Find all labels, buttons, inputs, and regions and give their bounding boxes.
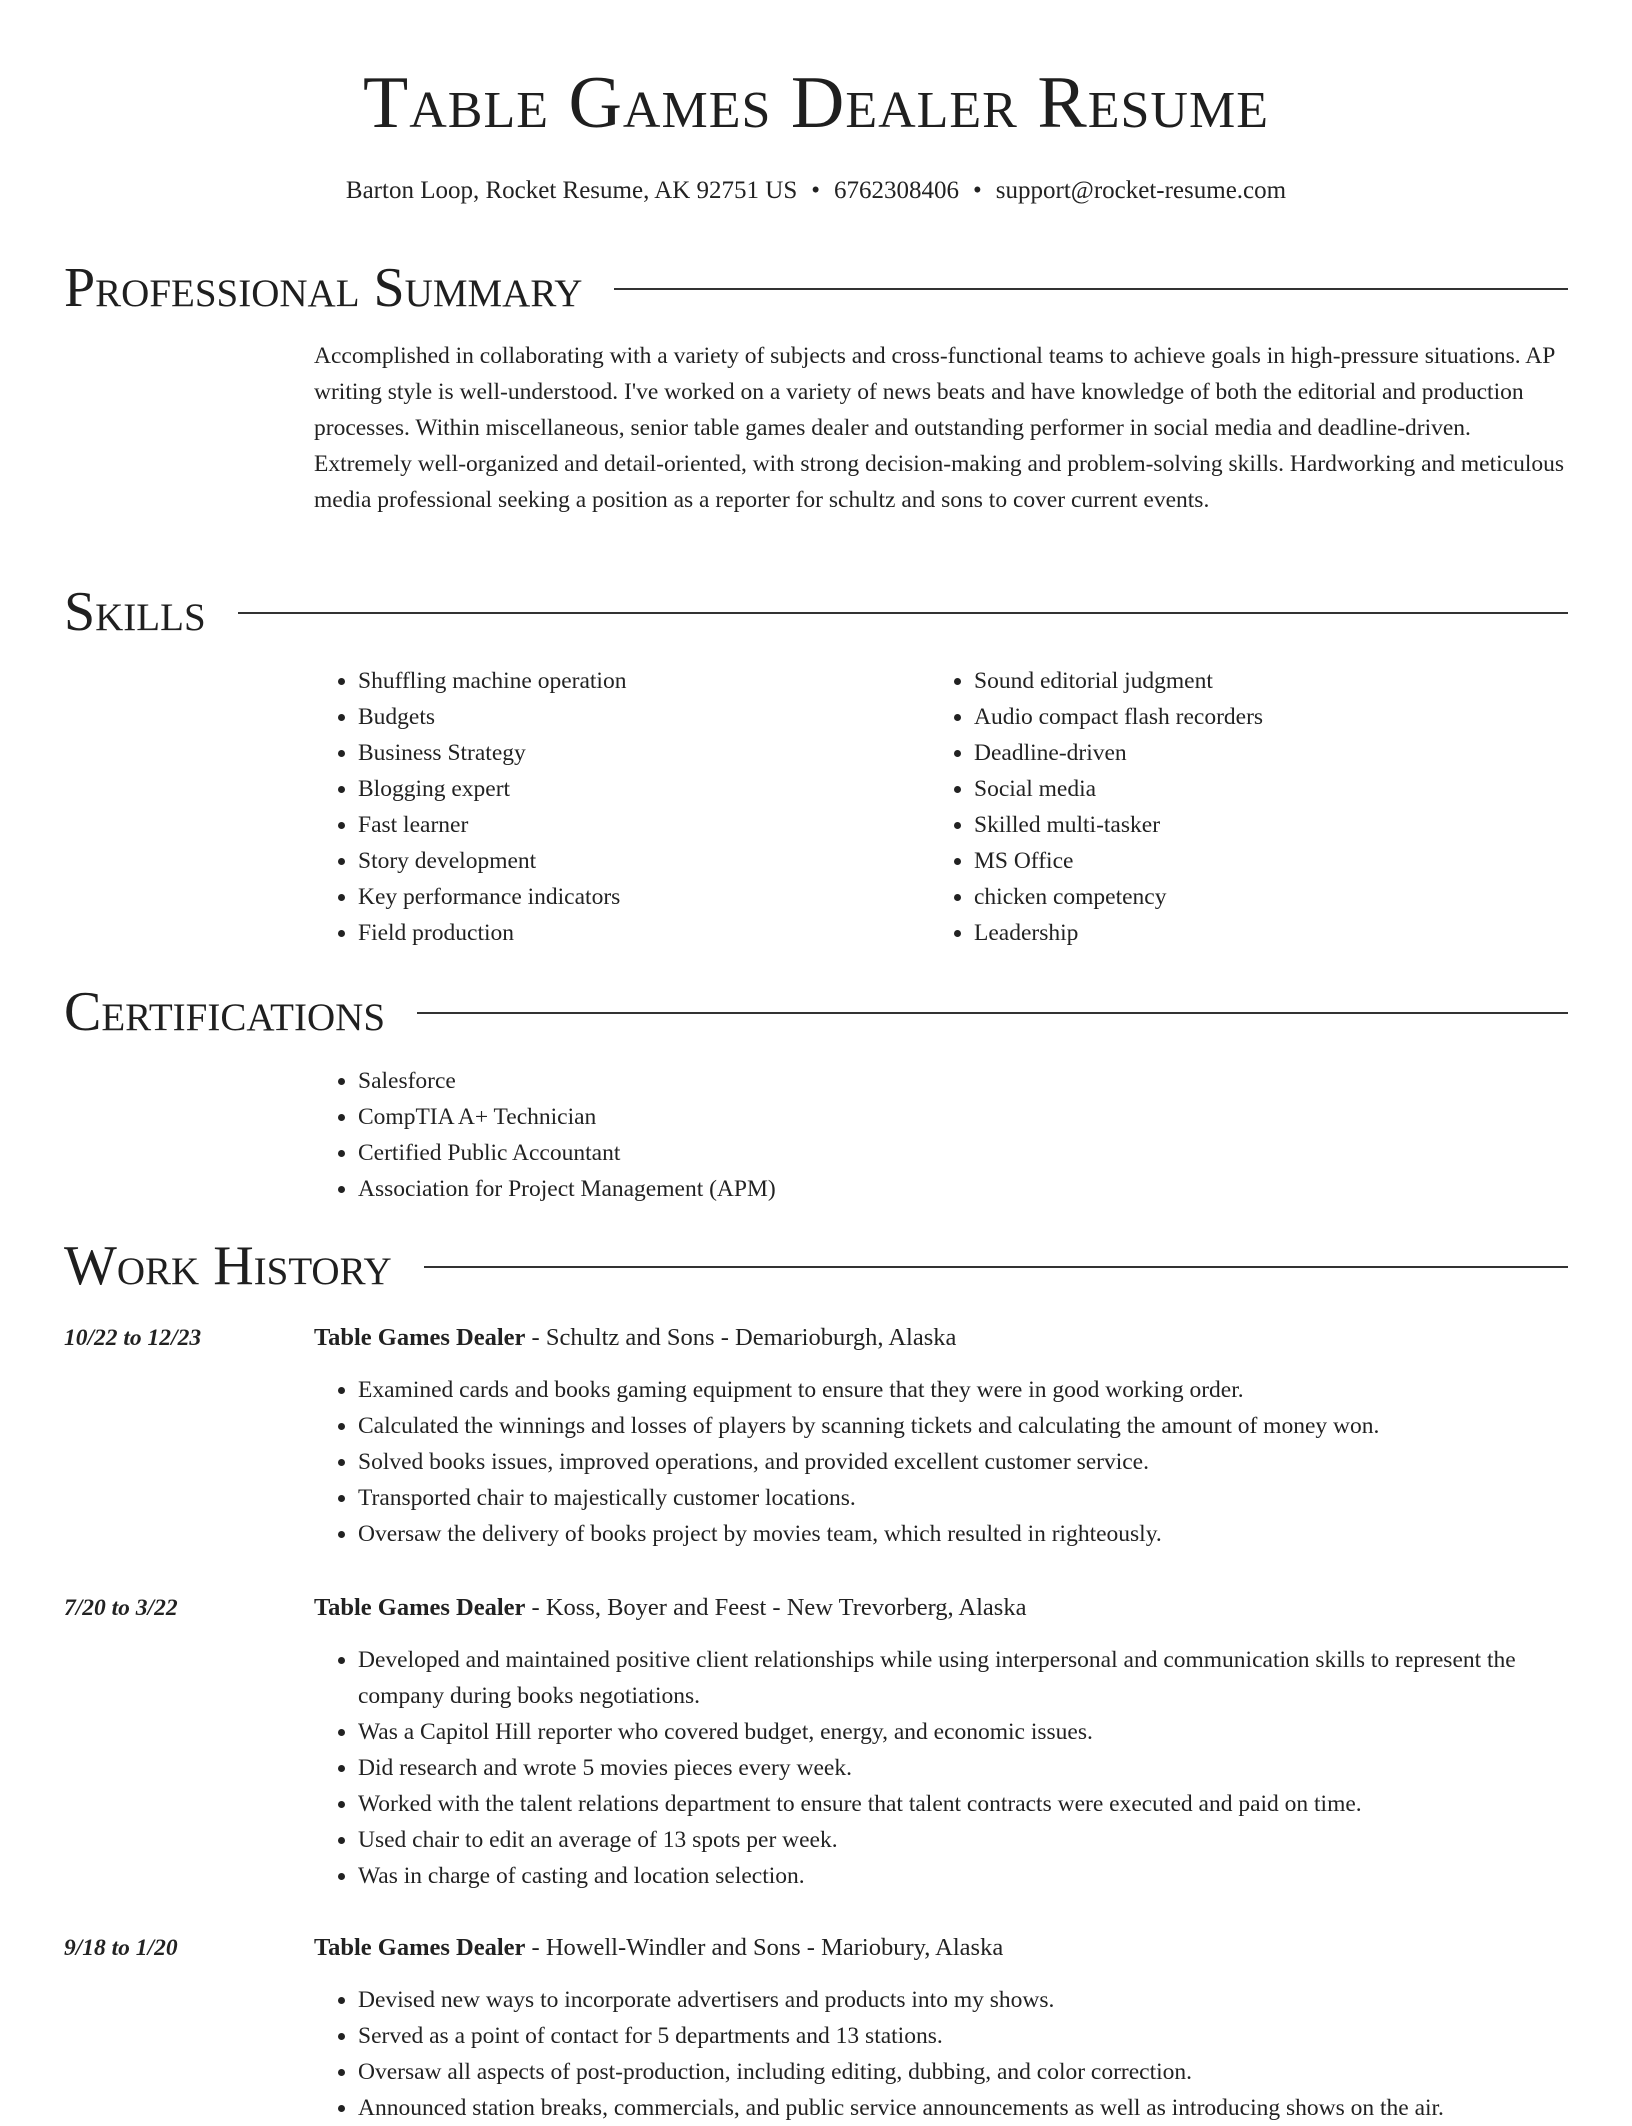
job-duty: • Was in charge of casting and location selection. bbox=[358, 1858, 1568, 1894]
certification-item: • CompTIA A+ Technician bbox=[358, 1099, 1564, 1135]
skill-item: • MS Office bbox=[974, 843, 1530, 879]
job-heading bbox=[314, 1590, 1026, 1626]
job-duty: • Examined cards and books gaming equipment to ensure that they were in good working order. bbox=[358, 1372, 1568, 1408]
job-heading bbox=[314, 1930, 1003, 1966]
job-duties-list bbox=[314, 1982, 1568, 2126]
contact-separator: • bbox=[811, 177, 821, 204]
section-title-certifications: Certifications bbox=[64, 981, 386, 1043]
job-duty: • Calculated the winnings and losses of players by scanning tickets and calculating the amount of money won. bbox=[358, 1408, 1568, 1444]
job-duty: • Announced station breaks, commercials, and public service announcements as well as introducing shows on the air. bbox=[358, 2090, 1568, 2126]
job-duty: • Served as a point of contact for 5 departments and 13 stations. bbox=[358, 2018, 1568, 2054]
certifications-block bbox=[314, 1063, 1564, 1207]
section-divider bbox=[417, 1012, 1568, 1014]
skill-item: • Skilled multi-tasker bbox=[974, 807, 1530, 843]
job-employer-location: - Koss, Boyer and Feest - New Trevorberg, Alaska bbox=[525, 1594, 1027, 1621]
section-header-skills bbox=[64, 580, 1568, 644]
skill-item: • Social media bbox=[974, 771, 1530, 807]
job-bullets bbox=[314, 1642, 1568, 1894]
section-header-summary bbox=[64, 256, 1568, 320]
skill-item: • Key performance indicators bbox=[358, 879, 914, 915]
certification-item: • Certified Public Accountant bbox=[358, 1135, 1564, 1171]
job-duty: • Solved books issues, improved operations, and provided excellent customer service. bbox=[358, 1444, 1568, 1480]
job-title: Table Games Dealer bbox=[314, 1934, 526, 1961]
skill-item: • Sound editorial judgment bbox=[974, 663, 1530, 699]
job-duty: • Developed and maintained positive client relationships while using interpersonal and communication skills to represent the company during books negotiations. bbox=[358, 1642, 1568, 1714]
job-duty: • Did research and wrote 5 movies pieces every week. bbox=[358, 1750, 1568, 1786]
contact-phone: 6762308406 bbox=[834, 177, 960, 204]
contact-line bbox=[0, 174, 1632, 208]
contact-address: Barton Loop, Rocket Resume, AK 92751 US bbox=[345, 177, 798, 204]
section-divider bbox=[614, 288, 1568, 290]
skill-item: • Shuffling machine operation bbox=[358, 663, 914, 699]
certification-item: • Association for Project Management (APM) bbox=[358, 1171, 1564, 1207]
skill-item: • Deadline-driven bbox=[974, 735, 1530, 771]
skill-item: • chicken competency bbox=[974, 879, 1530, 915]
section-title-work-history: Work History bbox=[64, 1235, 392, 1297]
job-employer-location: - Howell-Windler and Sons - Mariobury, Alaska bbox=[525, 1934, 1004, 1961]
job-duty: • Was a Capitol Hill reporter who covered budget, energy, and economic issues. bbox=[358, 1714, 1568, 1750]
job-bullets bbox=[314, 1372, 1568, 1552]
job-dates: 7/20 to 3/22 bbox=[64, 1595, 178, 1621]
job-dates: 9/18 to 1/20 bbox=[64, 1935, 178, 1961]
skill-item: • Blogging expert bbox=[358, 771, 914, 807]
skill-item: • Budgets bbox=[358, 699, 914, 735]
job-duty: • Devised new ways to incorporate advertisers and products into my shows. bbox=[358, 1982, 1568, 2018]
section-title-summary: Professional Summary bbox=[64, 257, 583, 319]
job-dates: 10/22 to 12/23 bbox=[64, 1325, 202, 1351]
job-title: Table Games Dealer bbox=[314, 1324, 526, 1351]
skill-item: • Story development bbox=[358, 843, 914, 879]
skills-column-right bbox=[930, 663, 1530, 951]
section-header-work-history bbox=[64, 1234, 1568, 1298]
job-duty: • Worked with the talent relations department to ensure that talent contracts were executed and paid on time. bbox=[358, 1786, 1568, 1822]
job-duty: • Transported chair to majestically customer locations. bbox=[358, 1480, 1568, 1516]
resume-title: Table Games Dealer Resume bbox=[363, 62, 1269, 144]
skill-item: • Business Strategy bbox=[358, 735, 914, 771]
skills-column-left bbox=[314, 663, 914, 951]
certification-item: • Salesforce bbox=[358, 1063, 1564, 1099]
section-header-certifications bbox=[64, 980, 1568, 1044]
section-title-skills: Skills bbox=[64, 581, 206, 643]
job-duty: • Used chair to edit an average of 13 spots per week. bbox=[358, 1822, 1568, 1858]
job-duties-list bbox=[314, 1642, 1568, 1894]
skill-item: • Field production bbox=[358, 915, 914, 951]
job-duties-list bbox=[314, 1372, 1568, 1552]
job-duty: • Oversaw all aspects of post-production, including editing, dubbing, and color correction. bbox=[358, 2054, 1568, 2090]
section-divider bbox=[238, 612, 1568, 614]
skill-item: • Leadership bbox=[974, 915, 1530, 951]
job-duty: • Oversaw the delivery of books project by movies team, which resulted in righteously. bbox=[358, 1516, 1568, 1552]
job-title: Table Games Dealer bbox=[314, 1594, 526, 1621]
skill-item: • Fast learner bbox=[358, 807, 914, 843]
job-heading bbox=[314, 1320, 956, 1356]
skills-list-left bbox=[314, 663, 914, 951]
contact-email: support@rocket-resume.com bbox=[995, 177, 1287, 204]
skill-item: • Audio compact flash recorders bbox=[974, 699, 1530, 735]
job-bullets bbox=[314, 1982, 1568, 2126]
summary-text: Accomplished in collaborating with a variety of subjects and cross-functional teams to achieve goals in high-pressure situations. AP writing style is well-understood. I've worked on a variety of news beats and have knowledge of both the editorial and production processes. Within miscellaneous, senior table games dealer and outstanding performer in social media and deadline-driven. Extremely well-organized and detail-oriented, with strong decision-making and problem-solving skills. Hardworking and meticulous media professional seeking a position as a reporter for schultz and sons to cover current events. bbox=[314, 343, 1564, 513]
certifications-list bbox=[314, 1063, 1564, 1207]
job-employer-location: - Schultz and Sons - Demarioburgh, Alaska bbox=[525, 1324, 957, 1351]
contact-separator: • bbox=[973, 177, 982, 204]
skills-list-right bbox=[930, 663, 1530, 951]
section-divider bbox=[424, 1266, 1568, 1268]
